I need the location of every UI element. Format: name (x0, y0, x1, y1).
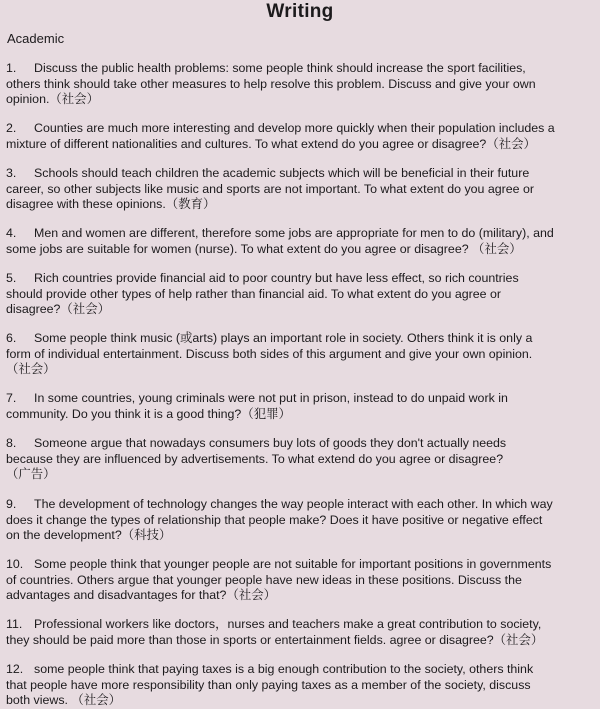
question-4 (6, 226, 599, 257)
question-text: Men and women are different, therefore some jobs are appropriate for men to do (military), and (34, 226, 554, 240)
question-line (6, 271, 599, 287)
question-number: 3. (6, 166, 17, 180)
question-line (6, 331, 599, 347)
question-3 (6, 166, 599, 213)
question-text: Schools should teach children the academic subjects which will be beneficial in their future (34, 166, 530, 180)
question-text: both views. （社会） (6, 693, 121, 707)
question-number: 5. (6, 271, 17, 285)
question-line (6, 121, 599, 137)
question-9 (6, 497, 599, 544)
question-line (6, 557, 599, 573)
question-text: disagree with these opinions.（教育） (6, 197, 216, 211)
question-text: form of individual entertainment. Discuss both sides of this argument and give your own opinion. (6, 346, 533, 361)
question-line (6, 617, 599, 633)
question-text: that people have more responsibility than only paying taxes as a member of the society, discuss (6, 677, 531, 692)
question-number: 7. (6, 391, 17, 405)
section-label: Academic (7, 31, 65, 46)
question-text: opinion.（社会） (6, 92, 99, 106)
question-text: mixture of different nationalities and cultures. To what extend do you agree or disagree?（社会） (6, 136, 536, 151)
question-text: Someone argue that nowadays consumers buy lots of goods they don't actually needs (34, 436, 507, 450)
question-text: Rich countries provide financial aid to poor country but have less effect, so rich countries (34, 271, 519, 285)
question-5 (6, 271, 599, 318)
question-text: In some countries, young criminals were not put in prison, instead to do unpaid work in (34, 391, 508, 405)
question-text: they should be paid more than those in sports or entertainment fields. agree or disagree?（社会） (6, 632, 544, 647)
question-text: on the development?（科技） (6, 528, 172, 542)
question-number: 6. (6, 331, 17, 345)
question-number: 1. (6, 61, 17, 75)
question-text: advantages and disadvantages for that?（社会） (6, 588, 277, 602)
question-6 (6, 331, 599, 378)
question-text: some people think that paying taxes is a big enough contribution to the society, others think (34, 662, 534, 676)
question-number: 11. (6, 617, 23, 631)
question-text: others think should take other measures to help resolve this problem. Discuss and give your own (6, 76, 536, 91)
question-number: 10. (6, 557, 24, 571)
question-number: 12. (6, 662, 24, 676)
question-line (6, 497, 599, 513)
question-11 (6, 617, 599, 648)
page-title: Writing (266, 1, 334, 22)
question-text: Professional workers like doctors，nurses and teachers make a great contribution to society, (34, 617, 542, 631)
question-text: does it change the types of relationship that people make? Does it have positive or negative effect (6, 512, 543, 527)
question-line (6, 391, 599, 407)
question-text: The development of technology changes the way people interact with each other. In which way (34, 497, 553, 511)
question-text: Some people think music (或arts) plays an important role in society. Others think it is only a (34, 331, 533, 345)
question-10 (6, 557, 599, 604)
question-text: Some people think that younger people are not suitable for important positions in governments (34, 557, 552, 571)
question-number: 2. (6, 121, 17, 135)
question-2 (6, 121, 599, 152)
question-text: disagree?（社会） (6, 302, 110, 316)
question-line (6, 662, 599, 678)
question-line (6, 166, 599, 182)
question-number: 4. (6, 226, 17, 240)
question-line (6, 226, 599, 242)
question-text: because they are influenced by advertisements. To what extend do you agree or disagree? (6, 451, 504, 466)
question-text: of countries. Others argue that younger people have new ideas in these positions. Discuss the (6, 572, 522, 587)
question-1 (6, 61, 599, 108)
question-7 (6, 391, 599, 422)
question-text: Discuss the public health problems: some people think should increase the sport facilities, (34, 61, 526, 75)
question-line (6, 61, 599, 77)
question-number: 9. (6, 497, 17, 511)
question-text: some jobs are suitable for women (nurse). To what extent do you agree or disagree? （社会） (6, 241, 522, 256)
question-text: community. Do you think it is a good thing?（犯罪） (6, 406, 291, 421)
question-number: 8. (6, 436, 17, 450)
question-text: career, so other subjects like music and sports are not important. To what extent do you agree or (6, 181, 535, 196)
question-text: （社会） (6, 362, 56, 376)
question-line (6, 436, 599, 452)
question-12 (6, 662, 599, 709)
question-8 (6, 436, 599, 483)
question-text: Counties are much more interesting and develop more quickly when their population includes a (34, 121, 555, 135)
question-text: should provide other types of help rather than financial aid. To what extent do you agree or (6, 286, 502, 301)
question-text: （广告） (6, 467, 56, 481)
